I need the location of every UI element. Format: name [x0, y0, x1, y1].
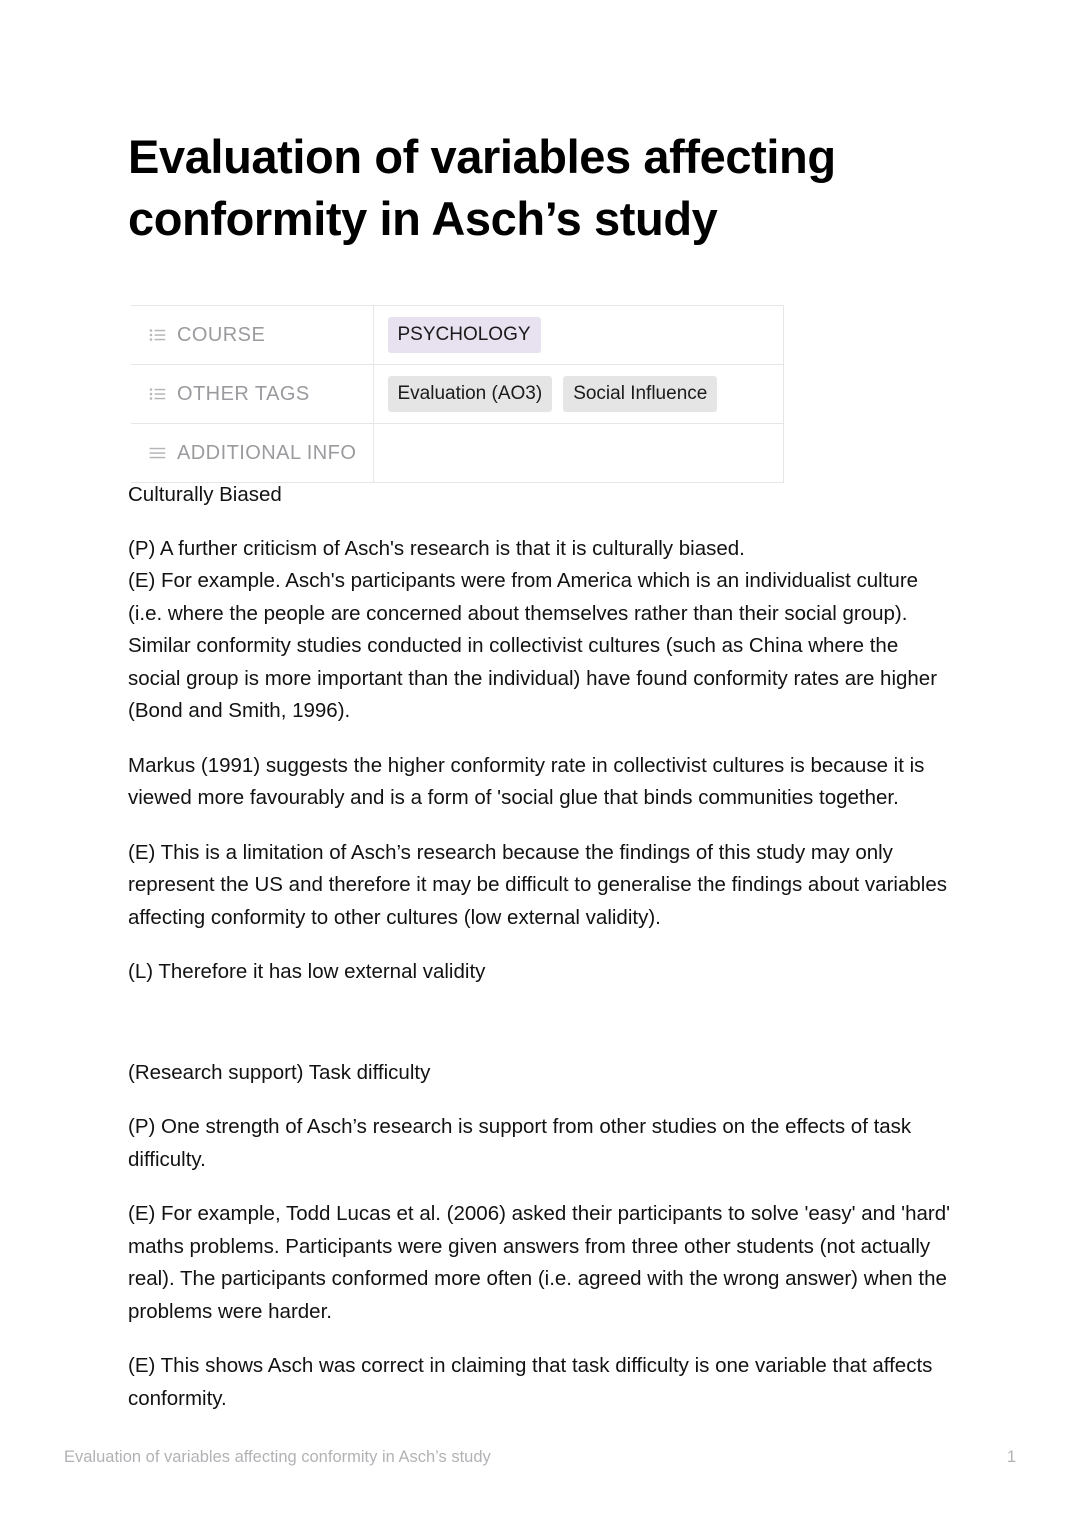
metadata-table-body: [131, 306, 784, 483]
paragraph-blank-spacer: [128, 1011, 956, 1057]
tag-chip-psychology[interactable]: PSYCHOLOGY: [388, 317, 541, 353]
paragraph-markus-1991: Markus (1991) suggests the higher conformity rate in collectivist cultures is because it is viewed more favourably and is a form of 'social glue that binds communities together.: [128, 753, 925, 809]
paragraph-culturally-biased-link: (L) Therefore it has low external validity: [128, 960, 486, 983]
metadata-value-cell-additional-info[interactable]: [373, 424, 784, 483]
metadata-label-cell-additional-info: [131, 424, 373, 483]
page-footer: [64, 1448, 1016, 1467]
metadata-label-course: COURSE: [177, 323, 266, 346]
table-row: [131, 365, 784, 424]
footer-title: Evaluation of variables affecting conformity in Asch’s study: [64, 1448, 491, 1466]
metadata-label-cell-course: [131, 306, 373, 365]
paragraph-task-difficulty-evidence: (E) For example, Todd Lucas et al. (2006) asked their participants to solve 'easy' and 'hard' maths problems. Participants were given answers from three other students (not actually real). The participants conformed more often (i.e. agreed with the wrong answer) when the problems were harder.: [128, 1202, 951, 1323]
metadata-table: [131, 305, 784, 483]
chip-row-other-tags: [388, 376, 784, 412]
paragraph-heading-research-support-task-difficulty: (Research support) Task difficulty: [128, 1060, 431, 1084]
paragraph-culturally-biased-point-evidence: (P) A further criticism of Asch's research is that it is culturally biased. (E) For example. Asch's participants were from America which is an individualist culture (i.e. where the people are concerned about themselves rather than their social group). Similar conformity studies conducted in collectivist cultures (such as China where the social group is more important than the individual) have found conformity rates are higher (Bond and Smith, 1996).: [128, 536, 938, 722]
tag-chip-social-influence[interactable]: Social Influence: [563, 376, 717, 412]
page-title: Evaluation of variables affecting conformity in Asch’s study: [128, 130, 836, 246]
footer-page-number: 1: [1006, 1448, 1016, 1466]
metadata-value-cell-other-tags: [373, 365, 784, 424]
table-row: [131, 306, 784, 365]
paragraph-task-difficulty-explain: (E) This shows Asch was correct in claiming that task difficulty is one variable that affects conformity.: [128, 1354, 933, 1410]
metadata-label-cell-other-tags: [131, 365, 373, 424]
text-lines-icon: [149, 446, 166, 460]
table-row: [131, 424, 784, 483]
bulleted-list-icon: [149, 387, 166, 401]
bulleted-list-icon: [149, 328, 166, 342]
document-body: [128, 479, 956, 1437]
paragraph-culturally-biased-explain: (E) This is a limitation of Asch’s research because the findings of this study may only represent the US and therefore it may be difficult to generalise the findings about variables affecting conformity to other cultures (low external validity).: [128, 840, 947, 929]
paragraph-task-difficulty-point: (P) One strength of Asch’s research is support from other studies on the effects of task difficulty.: [128, 1115, 912, 1171]
metadata-value-cell-course: [373, 306, 784, 365]
metadata-label-additional-info: ADDITIONAL INFO: [177, 441, 357, 464]
metadata-label-other-tags: OTHER TAGS: [177, 382, 310, 405]
paragraph-heading-culturally-biased: Culturally Biased: [128, 483, 282, 506]
chip-row-course: [388, 317, 784, 353]
tag-chip-evaluation-ao3[interactable]: Evaluation (AO3): [388, 376, 553, 412]
